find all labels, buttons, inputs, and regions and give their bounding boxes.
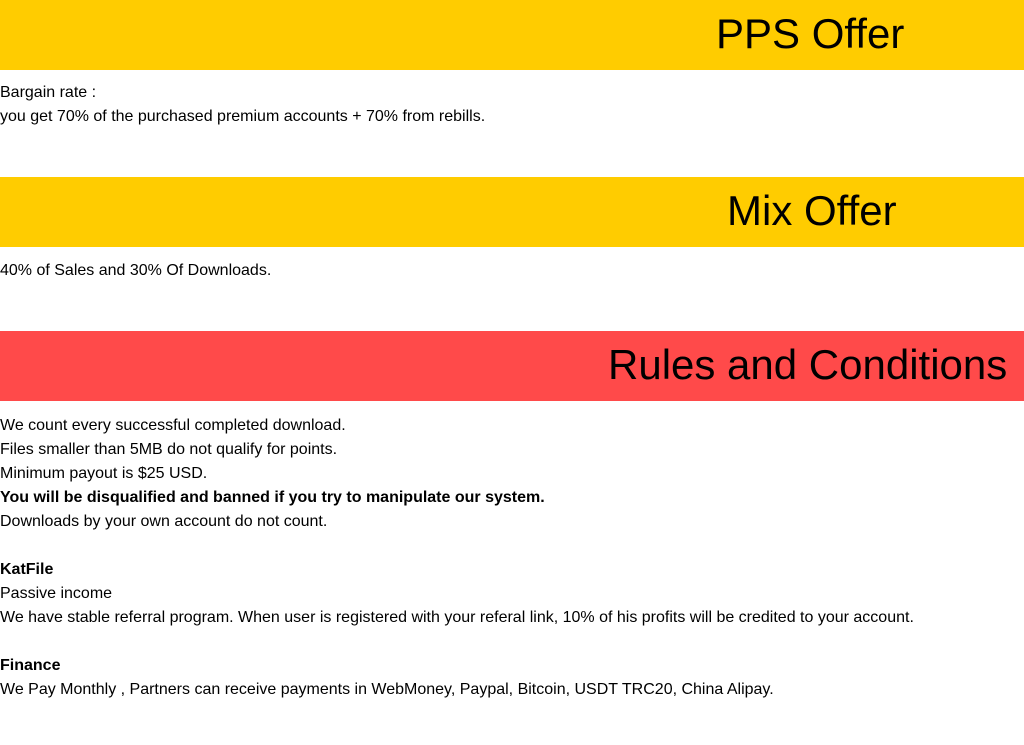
rules-title: Rules and Conditions (608, 341, 1008, 388)
rule-item-warning: You will be disqualified and banned if you try to manipulate our system. (0, 489, 545, 506)
rules-banner (0, 331, 1024, 401)
rule-item: Minimum payout is $25 USD. (0, 465, 208, 482)
finance-heading: Finance (0, 657, 61, 674)
katfile-referral-description: We have stable referral program. When user is registered with your referal link, 10% of his profits will be credited to your account. (0, 609, 914, 626)
pps-offer-rate-label: Bargain rate : (0, 84, 97, 101)
mix-offer-title: Mix Offer (727, 187, 897, 234)
finance-description: We Pay Monthly , Partners can receive payments in WebMoney, Paypal, Bitcoin, USDT TRC20, China Alipay. (0, 681, 774, 698)
rule-item: Downloads by your own account do not count. (0, 513, 328, 530)
katfile-heading: KatFile (0, 561, 54, 578)
pps-offer-banner (0, 0, 1024, 70)
pps-offer-title: PPS Offer (716, 10, 905, 57)
mix-offer-banner (0, 177, 1024, 247)
katfile-subheading: Passive income (0, 585, 113, 602)
rule-item: We count every successful completed download. (0, 417, 346, 434)
rule-item: Files smaller than 5MB do not qualify for points. (0, 441, 338, 458)
mix-offer-description: 40% of Sales and 30% Of Downloads. (0, 262, 272, 279)
pps-offer-rate-description: you get 70% of the purchased premium accounts + 70% from rebills. (0, 108, 486, 125)
